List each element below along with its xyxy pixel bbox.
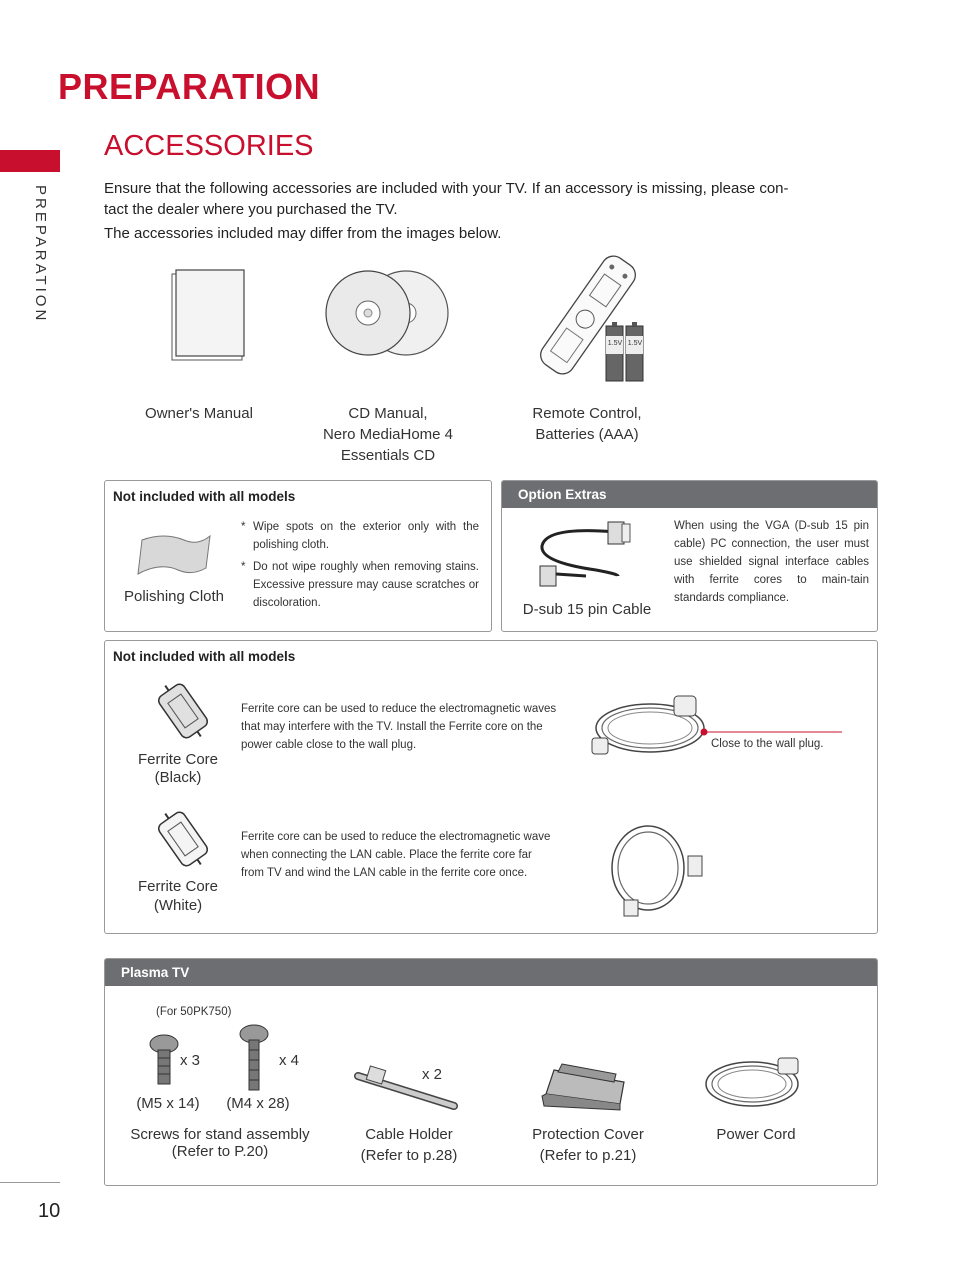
intro-line-3: The accessories included may differ from the images below. bbox=[104, 225, 502, 242]
plasma-tv-heading: Plasma TV bbox=[105, 959, 877, 986]
ferrite-black-label-line-1: Ferrite Core bbox=[137, 751, 219, 768]
model-note: (For 50PK750) bbox=[156, 1006, 232, 1018]
battery-icon bbox=[605, 322, 645, 382]
owners-manual-icon bbox=[170, 268, 246, 360]
cd-label-line-1: CD Manual, bbox=[348, 405, 428, 422]
cable-holder-label-line-1: Cable Holder bbox=[365, 1126, 453, 1143]
option-extras-heading: Option Extras bbox=[502, 481, 877, 508]
cd-discs-icon bbox=[326, 270, 450, 356]
protection-cover-label-line-1: Protection Cover bbox=[532, 1126, 644, 1143]
screws-label-line-1: Screws for stand assembly bbox=[130, 1126, 310, 1143]
dsub-cable-label: D-sub 15 pin Cable bbox=[522, 601, 652, 618]
screw-m4-qty: x 4 bbox=[279, 1052, 300, 1069]
intro-line-2: tact the dealer where you purchased the TV. bbox=[104, 201, 398, 218]
cable-holder-label-line-2: (Refer to p.28) bbox=[360, 1147, 458, 1164]
side-section-label: PREPARATION bbox=[32, 185, 49, 324]
screw-m5-icon bbox=[148, 1034, 180, 1086]
dsub-cable-note: When using the VGA (D-sub 15 pin cable) PC connection, the user must use shielded signal interface cables with ferrite cores to main-tain standards compliance. bbox=[674, 520, 869, 604]
dsub-cable-icon bbox=[536, 520, 636, 590]
cd-label-line-2: Nero MediaHome 4 bbox=[322, 426, 454, 443]
screw-m4-size: (M4 x 28) bbox=[226, 1095, 290, 1112]
ferrite-core-white-icon bbox=[154, 808, 212, 870]
power-cord-icon bbox=[702, 1054, 808, 1114]
ferrite-white-label-line-2: (White) bbox=[153, 897, 203, 914]
ferrite-core-black-icon bbox=[154, 680, 212, 742]
callout-line bbox=[700, 726, 845, 736]
side-tab-marker bbox=[0, 150, 60, 172]
battery-label-2: 1.5V bbox=[627, 340, 643, 347]
remote-label-line-2: Batteries (AAA) bbox=[535, 426, 639, 443]
polishing-note-2: Do not wipe roughly when removing stains. Excessive pressure may cause scratches or discoloration. bbox=[253, 561, 479, 609]
screw-m5-size: (M5 x 14) bbox=[136, 1095, 200, 1112]
polishing-cloth-icon bbox=[136, 530, 216, 580]
cd-label-line-3: Essentials CD bbox=[340, 447, 436, 464]
screw-m4-icon bbox=[238, 1024, 270, 1092]
footer-rule bbox=[0, 1182, 60, 1183]
ferrite-white-label-line-1: Ferrite Core bbox=[137, 878, 219, 895]
ferrite-black-label-line-2: (Black) bbox=[154, 769, 202, 786]
cable-holder-qty: x 2 bbox=[422, 1066, 443, 1083]
wall-plug-callout: Close to the wall plug. bbox=[711, 738, 824, 750]
section-title: ACCESSORIES bbox=[104, 130, 314, 162]
lan-cable-icon bbox=[604, 820, 714, 920]
remote-label-line-1: Remote Control, bbox=[532, 405, 642, 422]
page-title: PREPARATION bbox=[58, 66, 321, 107]
polishing-box-heading: Not included with all models bbox=[113, 489, 296, 504]
protection-cover-icon bbox=[540, 1060, 640, 1110]
battery-label-1: 1.5V bbox=[607, 340, 623, 347]
polishing-bullet-1: * bbox=[241, 521, 246, 533]
ferrite-white-note: Ferrite core can be used to reduce the electromagnetic wave when connecting the LAN cable. Place the ferrite core far from TV and wind the LAN cable in the ferrite core once. bbox=[241, 831, 551, 879]
polishing-bullet-2: * bbox=[241, 561, 246, 573]
power-cord-label: Power Cord bbox=[716, 1126, 796, 1143]
polishing-cloth-label: Polishing Cloth bbox=[123, 588, 225, 605]
screws-label-line-2: (Refer to P.20) bbox=[171, 1143, 269, 1160]
screw-m5-qty: x 3 bbox=[180, 1052, 201, 1069]
intro-line-1: Ensure that the following accessories are included with your TV. If an accessory is missing, please con- bbox=[104, 180, 789, 197]
protection-cover-label-line-2: (Refer to p.21) bbox=[539, 1147, 637, 1164]
page-number: 10 bbox=[38, 1200, 61, 1222]
owners-manual-label: Owner's Manual bbox=[145, 405, 253, 422]
polishing-note-1: Wipe spots on the exterior only with the polishing cloth. bbox=[253, 521, 479, 551]
ferrite-black-note: Ferrite core can be used to reduce the electromagnetic waves that may interfere with the TV. Install the Ferrite core on the power cable close to the wall plug. bbox=[241, 703, 557, 751]
ferrite-box-heading: Not included with all models bbox=[113, 649, 296, 664]
